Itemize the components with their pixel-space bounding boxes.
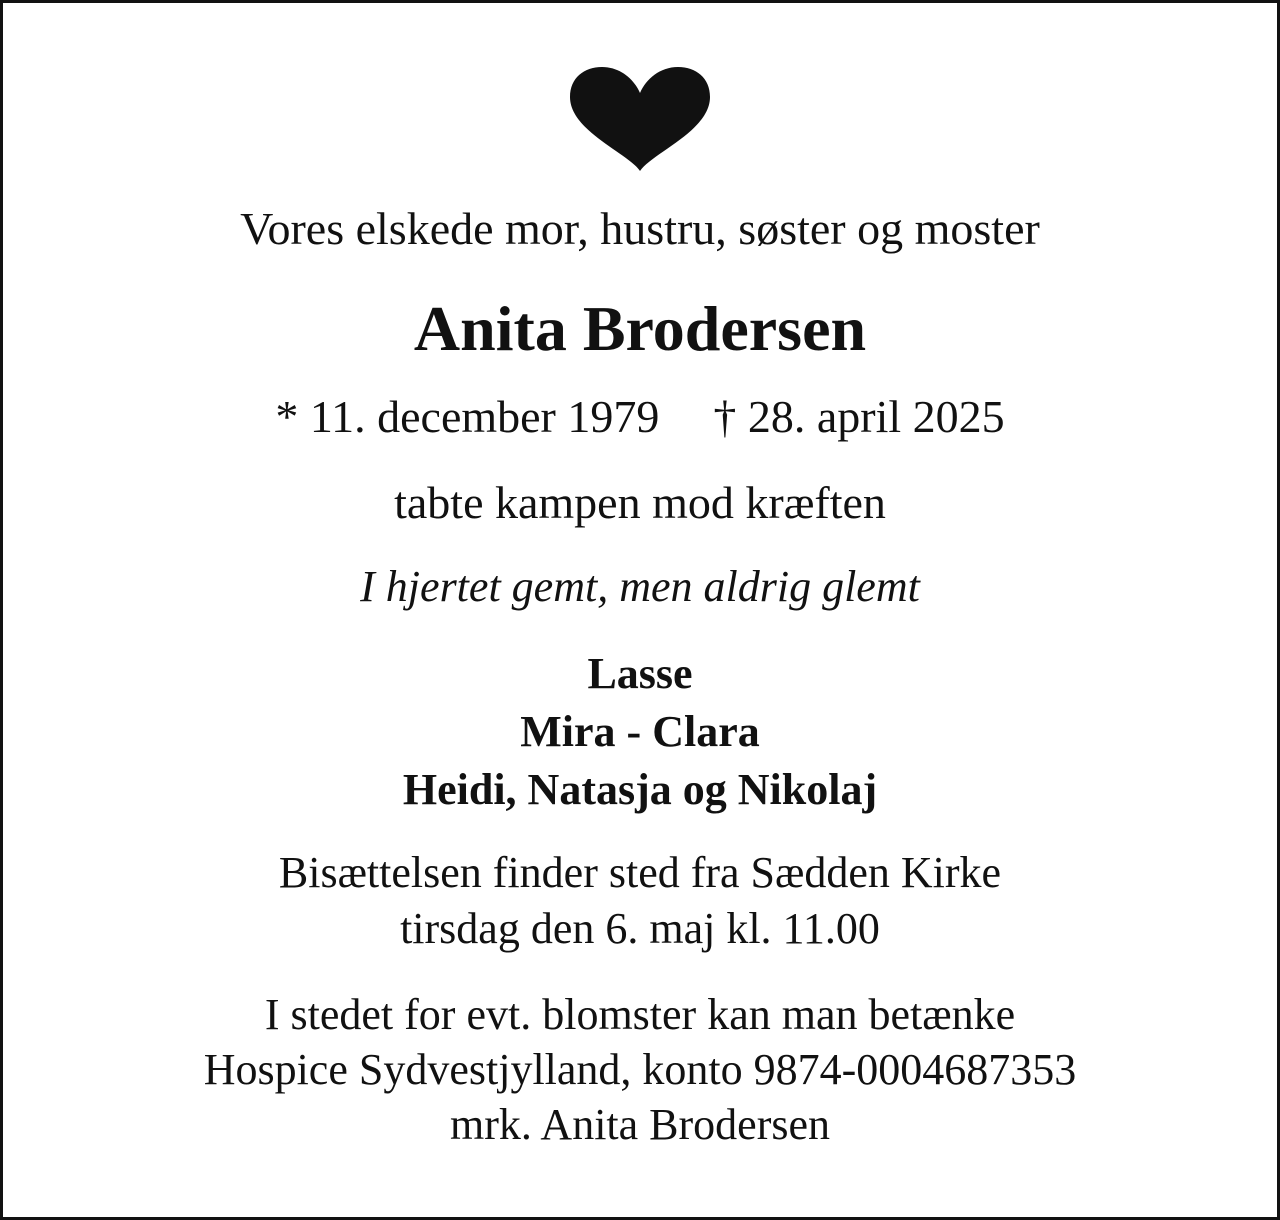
- funeral-line: tirsdag den 6. maj kl. 11.00: [400, 904, 880, 953]
- death-date: † 28. april 2025: [713, 391, 1005, 442]
- life-dates: [3, 389, 1277, 445]
- funeral-info: [3, 845, 1277, 957]
- heart-icon: [570, 67, 710, 171]
- family-line: Heidi, Natasja og Nikolaj: [402, 765, 878, 814]
- family-line: Mira - Clara: [520, 707, 760, 756]
- deceased-name: Anita Brodersen: [413, 293, 867, 364]
- family-names: [3, 645, 1277, 819]
- heart-icon-wrapper: [3, 67, 1277, 176]
- donation-line: I stedet for evt. blomster kan man betænke: [264, 990, 1016, 1039]
- donation-line: Hospice Sydvestjylland, konto 9874-0004687353: [203, 1045, 1077, 1094]
- memorial-verse: I hjertet gemt, men aldrig glemt: [360, 562, 920, 611]
- donation-info: [3, 987, 1277, 1152]
- birth-date: * 11. december 1979: [275, 391, 660, 442]
- funeral-line: Bisættelsen finder sted fra Sædden Kirke: [278, 848, 1002, 897]
- intro-text: Vores elskede mor, hustru, søster og moster: [240, 203, 1040, 254]
- family-line: Lasse: [587, 649, 693, 698]
- donation-line: mrk. Anita Brodersen: [449, 1100, 831, 1149]
- cause-text: tabte kampen mod kræften: [394, 477, 886, 528]
